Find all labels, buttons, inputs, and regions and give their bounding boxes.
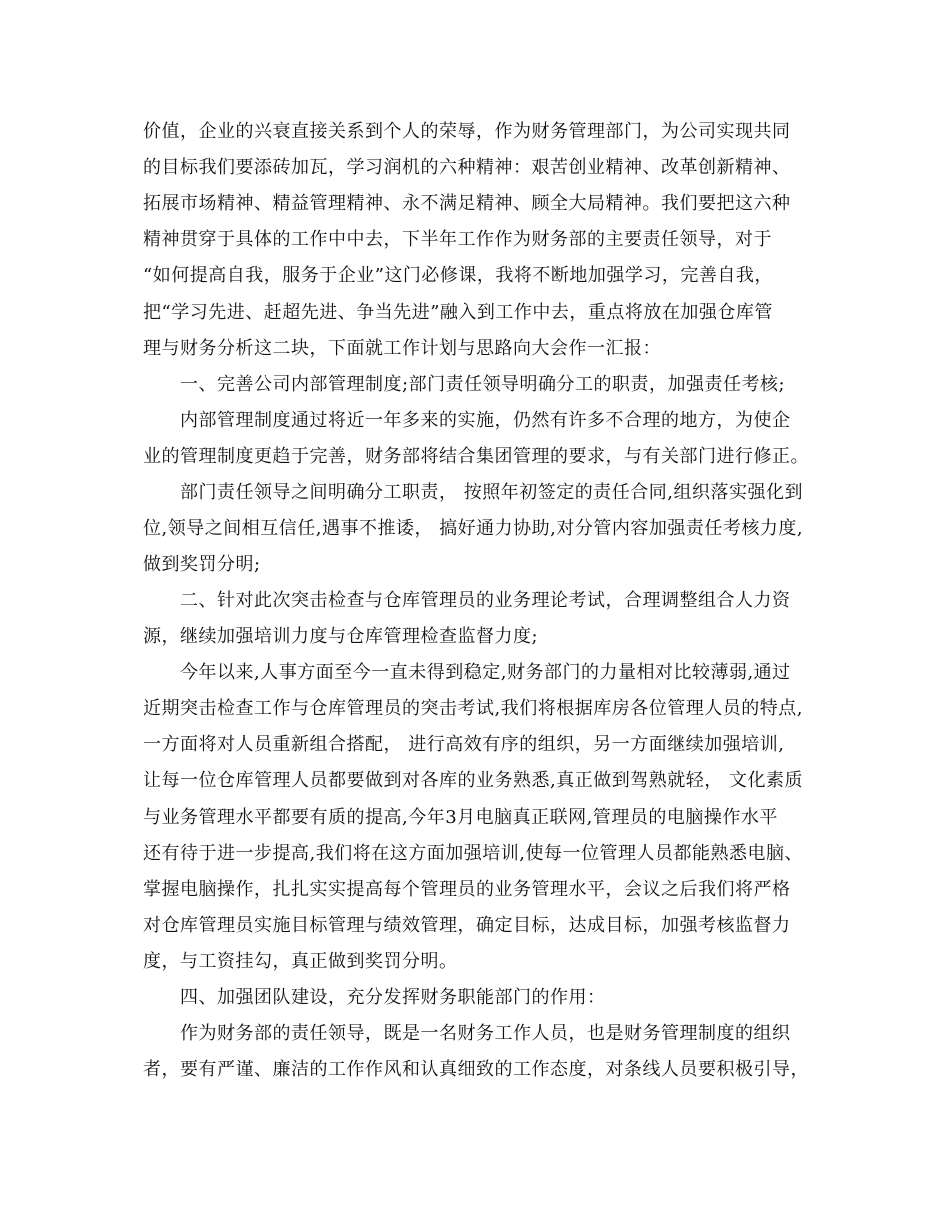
text-line: 一方面将对人员重新组合搭配， 进行高效有序的组织，另一方面继续加强培训,	[143, 734, 785, 755]
text-line: 理与财务分析这二块，下面就工作计划与思路向大会作一汇报：	[143, 338, 661, 359]
text-line: 还有待于进一步提高,我们将在这方面加强培训,使每一位管理人员都能熟悉电脑、	[143, 843, 803, 864]
text-line: 做到奖罚分明;	[143, 554, 261, 575]
text-line: 对仓库管理员实施目标管理与绩效管理，确定目标，达成目标，加强考核监督力	[143, 915, 791, 936]
text-line: 与业务管理水平都要有质的提高,今年3月电脑真正联网,管理员的电脑操作水平	[143, 807, 778, 828]
section-heading: 一、完善公司内部管理制度;部门责任领导明确分工的职责，加强责任考核;	[143, 374, 786, 395]
text-line: 把“学习先进、赶超先进、争当先进”融入到工作中去，重点将放在加强仓库管	[143, 302, 773, 323]
text-line: 的目标我们要添砖加瓦，学习润机的六种精神：艰苦创业精神、改革创新精神、	[143, 157, 791, 178]
text-line: 精神贯穿于具体的工作中中去，下半年工作作为财务部的主要责任领导，对于	[143, 229, 772, 250]
text-line: 部门责任领导之间明确分工职责， 按照年初签定的责任合同,组织落实强化到	[143, 482, 803, 503]
text-line: 价值，企业的兴衰直接关系到个人的荣辱，作为财务管理部门，为公司实现共同	[143, 121, 791, 142]
text-line: “如何提高自我，服务于企业”这门必修课，我将不断地加强学习，完善自我，	[143, 265, 773, 286]
text-line: 掌握电脑操作，扎扎实实提高每个管理员的业务管理水平，会议之后我们将严格	[143, 879, 791, 900]
text-line: 者，要有严谨、廉洁的工作作风和认真细致的工作态度，对条线人员要积极引导，	[143, 1059, 809, 1080]
text-line: 位,领导之间相互信任,遇事不推诿， 搞好通力协助,对分管内容加强责任考核力度,	[143, 518, 804, 539]
text-line: 让每一位仓库管理人员都要做到对各库的业务熟悉,真正做到驾熟就轻， 文化素质	[143, 770, 803, 791]
text-line: 度，与工资挂勾，真正做到奖罚分明。	[143, 951, 458, 972]
text-line: 近期突击检查工作与仓库管理员的突击考试,我们将根据库房各位管理人员的特点,	[143, 698, 803, 719]
text-line: 内部管理制度通过将近一年多来的实施，仍然有许多不合理的地方，为使企	[143, 410, 791, 431]
text-line: 源，继续加强培训力度与仓库管理检查监督力度;	[143, 626, 539, 647]
text-line: 拓展市场精神、精益管理精神、永不满足精神、顾全大局精神。我们要把这六种	[143, 193, 791, 214]
section-heading: 二、针对此次突击检查与仓库管理员的业务理论考试，合理调整组合人力资	[143, 590, 791, 611]
text-line: 作为财务部的责任领导，既是一名财务工作人员，也是财务管理制度的组织	[143, 1023, 791, 1044]
text-line: 业的管理制度更趋于完善，财务部将结合集团管理的要求，与有关部门进行修正。	[143, 446, 809, 467]
text-line: 今年以来,人事方面至今一直未得到稳定,财务部门的力量相对比较薄弱,通过	[143, 662, 791, 683]
section-heading: 四、加强团队建设，充分发挥财务职能部门的作用：	[143, 987, 606, 1008]
